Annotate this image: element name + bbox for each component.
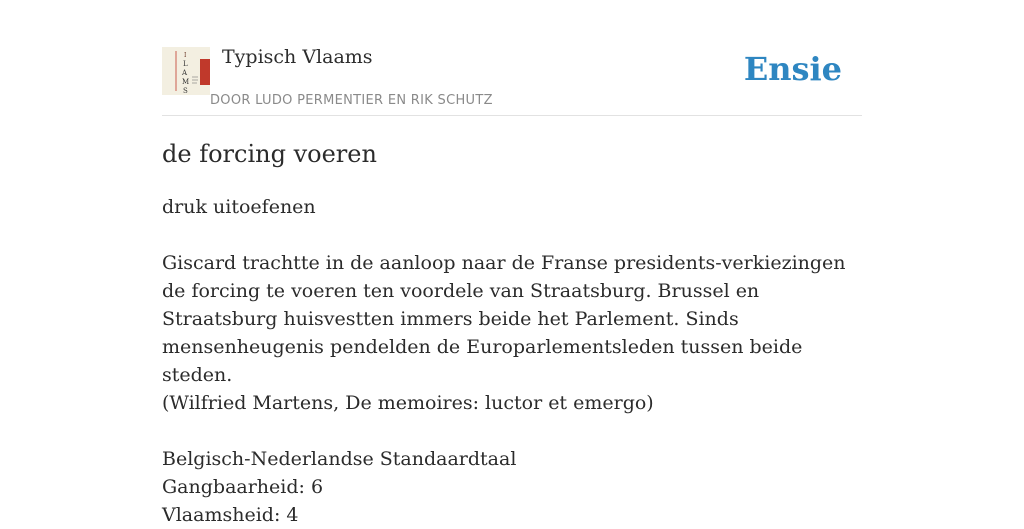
entry-card: [162, 40, 862, 526]
dictionary-authors: DOOR LUDO PERMENTIER EN RIK SCHUTZ: [210, 93, 493, 108]
dictionary-title[interactable]: Typisch Vlaams: [222, 46, 373, 68]
svg-text:L: L: [183, 60, 188, 68]
entry-example: Giscard trachtte in de aanloop naar de Franse presidents-verkiezingen de forcing te voeren ten voordele van Straatsburg. Brussel en Straatsburg huisvestten immers beide het Parlement. Sinds mensenheugenis pendelden de Europarlementsleden tussen beide steden.: [162, 252, 846, 386]
entry-term: de forcing voeren: [162, 140, 377, 168]
entry-source: (Wilfried Martens, De memoires: luctor et emergo): [162, 392, 654, 414]
entry-gangbaarheid: Gangbaarheid: 6: [162, 476, 324, 498]
dictionary-avatar[interactable]: [162, 47, 210, 95]
entry-definition: druk uitoefenen: [162, 196, 316, 218]
entry-vlaamsheid: Vlaamsheid: 4: [162, 504, 299, 526]
svg-text:I: I: [184, 52, 187, 59]
typisch-vlaams-book-cover-icon: [162, 47, 210, 95]
svg-text:M: M: [182, 78, 190, 86]
dictionary-header: [162, 40, 862, 116]
entry-body: [162, 193, 862, 529]
ensie-logo[interactable]: Ensie: [743, 50, 842, 88]
svg-text:S: S: [183, 87, 188, 95]
svg-text:A: A: [182, 69, 188, 77]
entry-language-variety: Belgisch-Nederlandse Standaardtaal: [162, 448, 517, 470]
